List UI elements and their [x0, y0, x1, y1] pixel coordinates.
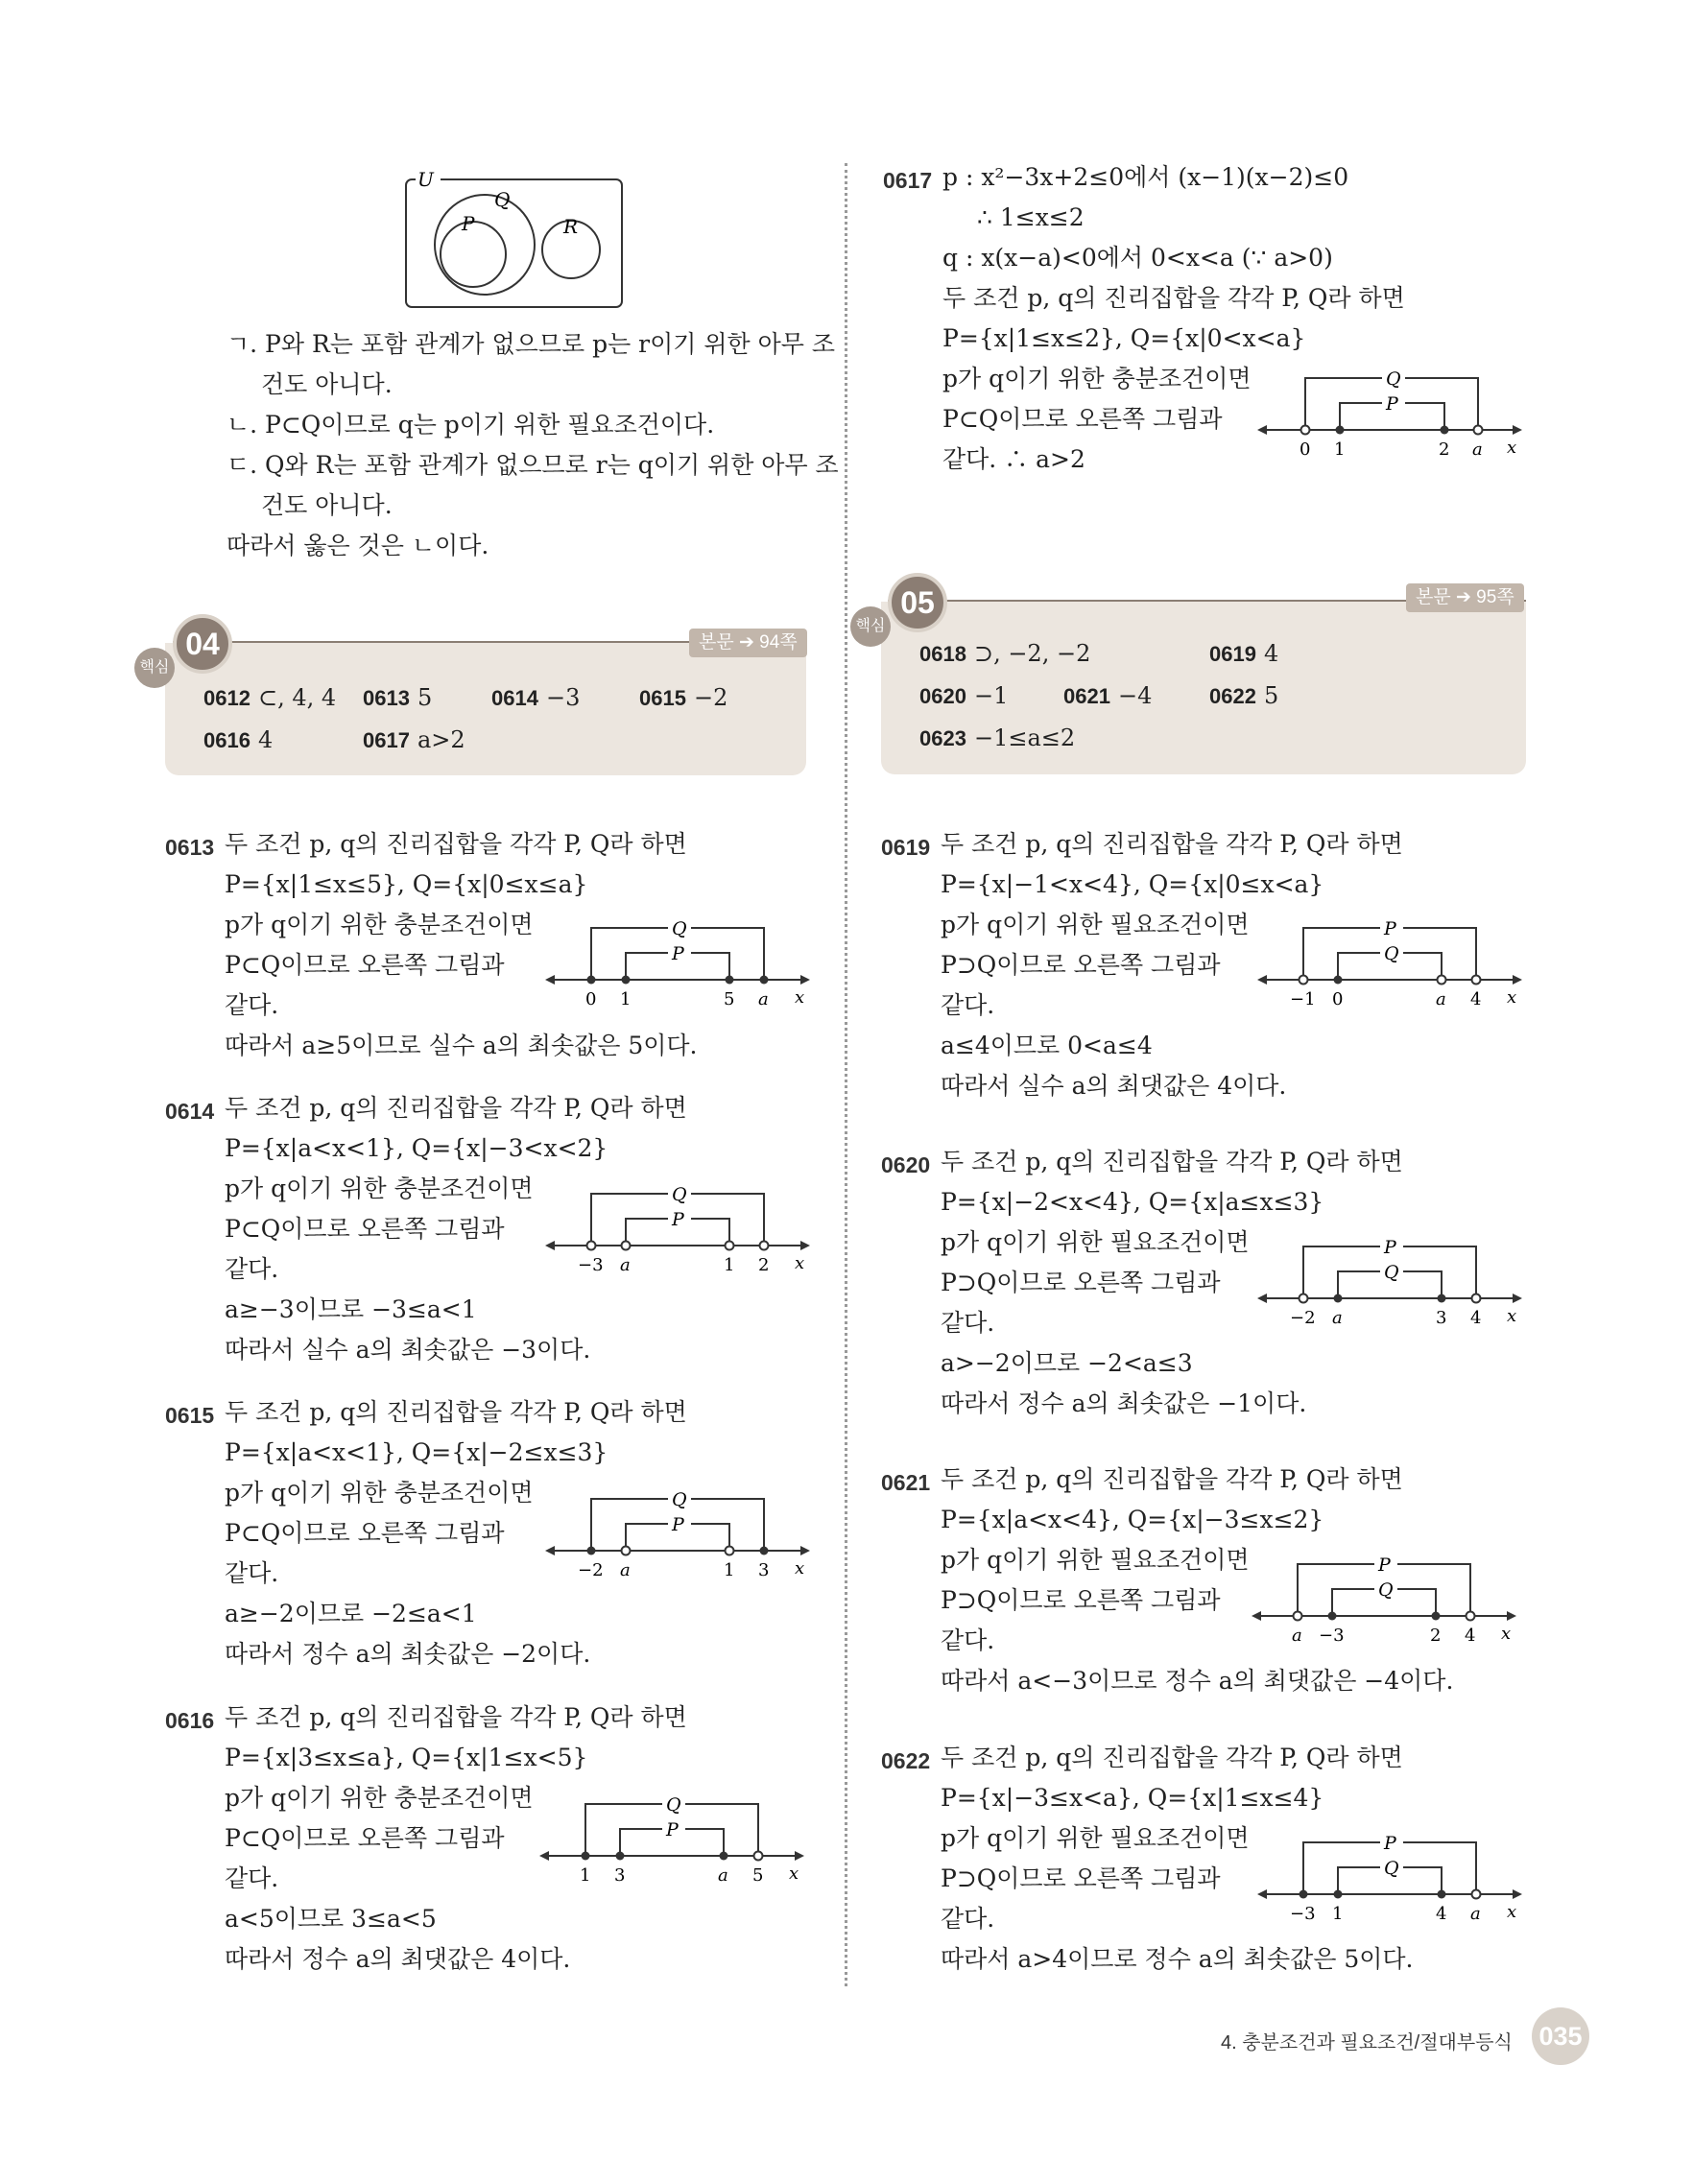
answer-item: 0623 −1≤a≤2 — [919, 724, 1076, 751]
text-line: P⊂Q이므로 오른쪽 그림과 — [225, 1519, 505, 1547]
tick-label: 1 — [580, 1865, 591, 1886]
tick-label: a — [1470, 1904, 1481, 1924]
tick-label: a — [1292, 1626, 1302, 1646]
problem-number: 0619 — [881, 835, 931, 860]
text-line: p가 q이기 위한 필요조건이면 — [941, 1546, 1250, 1574]
text-line: 같다. — [941, 1626, 995, 1654]
outer-label: Q — [672, 1489, 687, 1510]
text-line: ㄷ. Q와 R는 포함 관계가 없으므로 r는 q이기 위한 아무 조 — [227, 451, 839, 479]
axis-label: x — [1507, 987, 1517, 1008]
tick-label: 3 — [758, 1560, 770, 1580]
text-line: a≥−3이므로 −3≤a<1 — [225, 1295, 477, 1323]
section-badge: 04 — [173, 614, 232, 674]
text-line: 두 조건 p, q의 진리집합을 각각 P, Q라 하면 — [941, 830, 1403, 858]
text-line: P⊂Q이므로 오른쪽 그림과 — [225, 1824, 505, 1852]
text-line: P={x|1≤x≤5}, Q={x|0≤x≤a} — [225, 870, 588, 898]
answer-item: 0615 −2 — [639, 684, 728, 711]
text-line: P={x|a<x<1}, Q={x|−3<x<2} — [225, 1134, 608, 1162]
tick-label: a — [718, 1865, 728, 1886]
text-line: 따라서 정수 a의 최댓값은 4이다. — [225, 1945, 571, 1973]
answer-item: 0619 4 — [1209, 640, 1279, 667]
text-line: p가 q이기 위한 충분조건이면 — [225, 1479, 534, 1507]
tick-label: 1 — [724, 1560, 735, 1580]
venn-diagram — [398, 168, 629, 312]
number-line-0613 — [545, 916, 814, 1012]
section-label: 핵심 — [134, 648, 175, 688]
text-line: 따라서 정수 a의 최솟값은 −1이다. — [941, 1389, 1307, 1417]
text-line: a≥−2이므로 −2≤a<1 — [225, 1600, 477, 1627]
text-line: p가 q이기 위한 필요조건이면 — [941, 1228, 1250, 1256]
number-line-0620 — [1257, 1235, 1526, 1331]
text-line: 두 조건 p, q의 진리집합을 각각 P, Q라 하면 — [941, 1465, 1403, 1493]
number-line-0621 — [1252, 1553, 1520, 1649]
column-divider — [845, 163, 847, 1986]
inner-label: P — [672, 1209, 684, 1230]
text-line: p : x²−3x+2≤0에서 (x−1)(x−2)≤0 — [942, 163, 1349, 191]
problem-number: 0617 — [883, 168, 933, 193]
tick-label: 4 — [1470, 1308, 1482, 1328]
text-line: 따라서 정수 a의 최솟값은 −2이다. — [225, 1640, 591, 1668]
tick-label: 4 — [1436, 1904, 1447, 1924]
tick-label: a — [1472, 439, 1483, 460]
inner-label: Q — [1378, 1579, 1394, 1601]
tick-label: 1 — [1334, 439, 1346, 460]
number-line-0614 — [545, 1182, 814, 1278]
answer-item: 0622 5 — [1209, 682, 1279, 709]
text-line: P={x|a<x<1}, Q={x|−2≤x≤3} — [225, 1438, 608, 1466]
text-line: p가 q이기 위한 충분조건이면 — [942, 365, 1252, 392]
tick-label: 1 — [1332, 1904, 1344, 1924]
answer-item: 0620 −1 — [919, 682, 1009, 709]
inner-label: Q — [1384, 1262, 1399, 1283]
text-line: p가 q이기 위한 필요조건이면 — [941, 911, 1250, 938]
number-line-0616 — [539, 1792, 808, 1888]
tick-label: 1 — [724, 1255, 735, 1275]
text-line: 따라서 a<−3이므로 정수 a의 최댓값은 −4이다. — [941, 1667, 1454, 1695]
inner-label: Q — [1384, 943, 1399, 964]
text-line: P⊂Q이므로 오른쪽 그림과 — [225, 1215, 505, 1243]
answer-item: 0616 4 — [203, 726, 274, 753]
inner-label: Q — [1384, 1858, 1399, 1879]
text-line: 두 조건 p, q의 진리집합을 각각 P, Q라 하면 — [225, 830, 687, 858]
tick-label: a — [1436, 989, 1446, 1009]
tick-label: 0 — [585, 989, 597, 1009]
section-label: 핵심 — [850, 606, 891, 647]
text-line: ㄱ. P와 R는 포함 관계가 없으므로 p는 r이기 위한 아무 조 — [227, 330, 836, 358]
text-line: 두 조건 p, q의 진리집합을 각각 P, Q라 하면 — [225, 1094, 687, 1122]
problem-number: 0613 — [165, 835, 215, 860]
tick-label: 2 — [758, 1255, 770, 1275]
text-line: 같다. ∴ a>2 — [942, 445, 1085, 473]
text-line: P⊃Q이므로 오른쪽 그림과 — [941, 951, 1221, 979]
text-line: p가 q이기 위한 충분조건이면 — [225, 1784, 534, 1812]
axis-label: x — [795, 987, 805, 1008]
text-line: 같다. — [225, 1255, 279, 1283]
venn-p-label: P — [462, 212, 475, 235]
text-line: p가 q이기 위한 필요조건이면 — [941, 1824, 1250, 1852]
tick-label: −2 — [578, 1560, 604, 1580]
answer-item: 0617 a>2 — [363, 726, 465, 753]
page-reference: 본문 ➔ 95쪽 — [1406, 583, 1524, 612]
tick-label: a — [620, 1255, 631, 1275]
axis-label: x — [795, 1558, 805, 1579]
axis-label: x — [1501, 1624, 1512, 1644]
section-badge: 05 — [888, 573, 947, 632]
answer-item: 0618 ⊃, −2, −2 — [919, 640, 1091, 667]
outer-label: P — [1378, 1555, 1391, 1576]
text-line: 같다. — [225, 1864, 279, 1892]
problem-number: 0615 — [165, 1403, 215, 1428]
text-line: 같다. — [941, 991, 995, 1019]
tick-label: 0 — [1332, 989, 1344, 1009]
answer-item: 0621 −4 — [1063, 682, 1153, 709]
page-number: 035 — [1532, 2007, 1589, 2065]
text-line: 따라서 a≥5이므로 실수 a의 최솟값은 5이다. — [225, 1032, 698, 1059]
text-line: P={x|−2<x<4}, Q={x|a≤x≤3} — [941, 1188, 1324, 1216]
tick-label: −3 — [578, 1255, 604, 1275]
text-line: 같다. — [941, 1905, 995, 1933]
outer-label: Q — [672, 1184, 687, 1205]
tick-label: −2 — [1290, 1308, 1316, 1328]
answer-item: 0614 −3 — [491, 684, 581, 711]
outer-label: Q — [666, 1794, 681, 1816]
number-line-0615 — [545, 1487, 814, 1583]
tick-label: a — [620, 1560, 631, 1580]
inner-label: P — [672, 1514, 684, 1535]
text-line: 같다. — [225, 991, 279, 1019]
text-line: 따라서 실수 a의 최솟값은 −3이다. — [225, 1336, 591, 1364]
outer-label: Q — [1386, 368, 1401, 390]
venn-r-label: R — [563, 215, 579, 238]
tick-label: a — [1332, 1308, 1343, 1328]
tick-label: −1 — [1290, 989, 1316, 1009]
text-line: 두 조건 p, q의 진리집합을 각각 P, Q라 하면 — [941, 1744, 1403, 1771]
tick-label: 5 — [752, 1865, 764, 1886]
number-line-0622 — [1257, 1831, 1526, 1927]
text-line: 두 조건 p, q의 진리집합을 각각 P, Q라 하면 — [225, 1398, 687, 1426]
tick-label: 4 — [1465, 1626, 1476, 1646]
text-line: ㄴ. P⊂Q이므로 q는 p이기 위한 필요조건이다. — [227, 411, 715, 439]
text-line: 따라서 a>4이므로 정수 a의 최솟값은 5이다. — [941, 1945, 1414, 1973]
axis-label: x — [1507, 438, 1517, 458]
text-line: P⊃Q이므로 오른쪽 그림과 — [941, 1864, 1221, 1892]
venn-q-label: Q — [494, 188, 511, 211]
text-line: q : x(x−a)<0에서 0<x<a (∵ a>0) — [942, 244, 1333, 272]
text-line: ∴ 1≤x≤2 — [977, 203, 1085, 231]
text-line: a<5이므로 3≤a<5 — [225, 1905, 437, 1933]
tick-label: −3 — [1290, 1904, 1316, 1924]
answer-item: 0613 5 — [363, 684, 433, 711]
chapter-title: 4. 충분조건과 필요조건/절대부등식 — [1221, 2032, 1513, 2053]
tick-label: 3 — [1436, 1308, 1447, 1328]
tick-label: 3 — [614, 1865, 626, 1886]
text-line: p가 q이기 위한 충분조건이면 — [225, 911, 534, 938]
text-line: 같다. — [941, 1309, 995, 1337]
outer-label: P — [1384, 918, 1396, 939]
tick-label: 2 — [1430, 1626, 1442, 1646]
problem-number: 0620 — [881, 1152, 931, 1177]
number-line-0619 — [1257, 916, 1526, 1012]
problem-number: 0622 — [881, 1748, 931, 1773]
axis-label: x — [1507, 1306, 1517, 1326]
tick-label: −3 — [1319, 1626, 1345, 1646]
page-reference: 본문 ➔ 94쪽 — [689, 629, 807, 657]
problem-number: 0616 — [165, 1708, 215, 1733]
text-line: 따라서 옳은 것은 ㄴ이다. — [227, 532, 489, 559]
tick-label: 5 — [724, 989, 735, 1009]
outer-label: P — [1384, 1237, 1396, 1258]
text-line: 두 조건 p, q의 진리집합을 각각 P, Q라 하면 — [941, 1148, 1403, 1175]
problem-number: 0614 — [165, 1099, 215, 1124]
tick-label: 0 — [1300, 439, 1311, 460]
answer-item: 0612 ⊂, 4, 4 — [203, 684, 337, 711]
outer-label: P — [1384, 1833, 1396, 1854]
text-line: P={x|a<x<4}, Q={x|−3≤x≤2} — [941, 1506, 1324, 1533]
venn-u-label: U — [417, 168, 434, 191]
tick-label: 4 — [1470, 989, 1482, 1009]
text-line: P={x|1≤x≤2}, Q={x|0<x<a} — [942, 324, 1306, 352]
outer-label: Q — [672, 918, 687, 939]
text-line: 건도 아니다. — [261, 491, 393, 519]
text-line: 같다. — [225, 1559, 279, 1587]
text-line: a≤4이므로 0<a≤4 — [941, 1032, 1153, 1059]
text-line: 따라서 실수 a의 최댓값은 4이다. — [941, 1072, 1287, 1100]
number-line-0617 — [1257, 367, 1526, 463]
text-line: P={x|3≤x≤a}, Q={x|1≤x<5} — [225, 1744, 588, 1771]
text-line: P={x|−3≤x<a}, Q={x|1≤x≤4} — [941, 1784, 1324, 1812]
tick-label: 2 — [1439, 439, 1450, 460]
inner-label: P — [1386, 393, 1398, 415]
text-line: a>−2이므로 −2<a≤3 — [941, 1349, 1193, 1377]
text-line: P⊂Q이므로 오른쪽 그림과 — [225, 951, 505, 979]
text-line: P⊂Q이므로 오른쪽 그림과 — [942, 405, 1223, 433]
text-line: 건도 아니다. — [261, 370, 393, 398]
text-line: P⊃Q이므로 오른쪽 그림과 — [941, 1269, 1221, 1296]
text-line: p가 q이기 위한 충분조건이면 — [225, 1175, 534, 1202]
axis-label: x — [789, 1864, 799, 1884]
inner-label: P — [666, 1819, 679, 1840]
text-line: P⊃Q이므로 오른쪽 그림과 — [941, 1586, 1221, 1614]
tick-label: a — [758, 989, 769, 1009]
axis-label: x — [795, 1253, 805, 1273]
inner-label: P — [672, 943, 684, 964]
tick-label: 1 — [620, 989, 632, 1009]
problem-number: 0621 — [881, 1470, 931, 1495]
text-line: 두 조건 p, q의 진리집합을 각각 P, Q라 하면 — [225, 1703, 687, 1731]
text-line: 두 조건 p, q의 진리집합을 각각 P, Q라 하면 — [942, 284, 1405, 312]
text-line: P={x|−1<x<4}, Q={x|0≤x<a} — [941, 870, 1324, 898]
axis-label: x — [1507, 1902, 1517, 1922]
